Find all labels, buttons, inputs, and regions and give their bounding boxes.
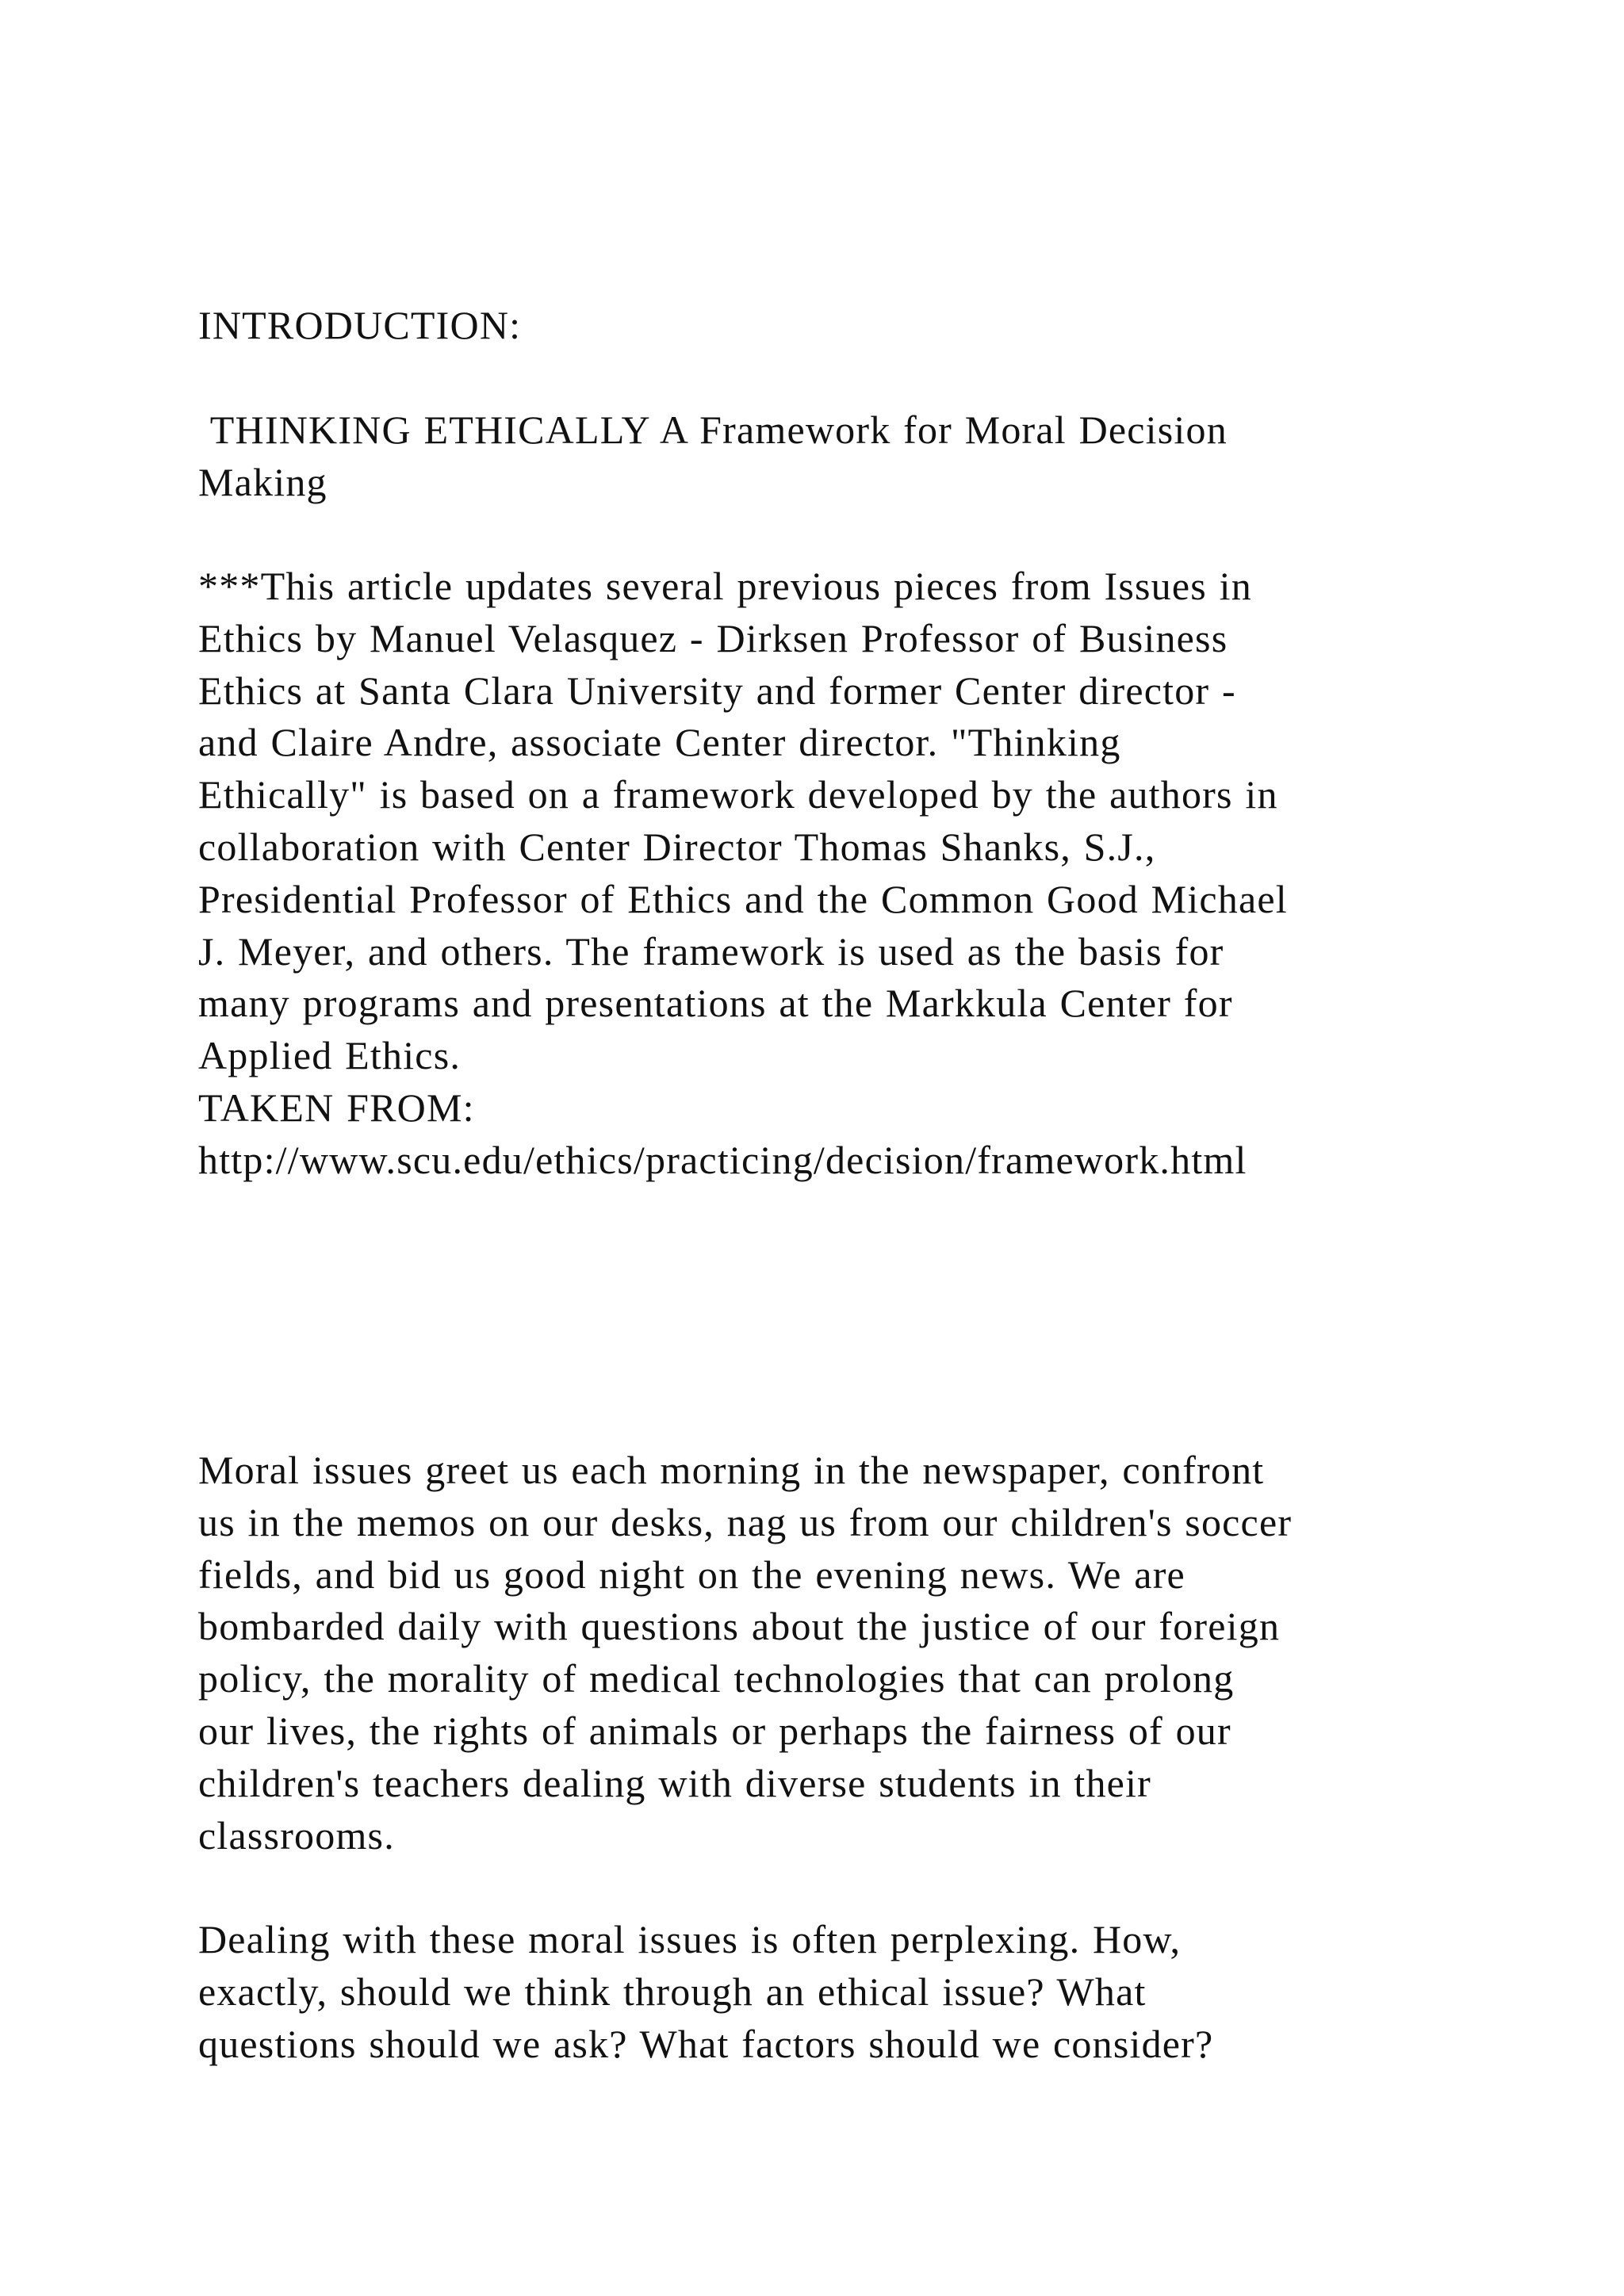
note-line: many programs and presentations at the Markkula Center for (198, 981, 1233, 1026)
note-line: Presidential Professor of Ethics and the Common Good Michael (198, 876, 1288, 921)
note-line: Ethics by Manuel Velasquez - Dirksen Professor of Business (198, 615, 1228, 660)
source-url: http://www.scu.edu/ethics/practicing/decision/framework.html (198, 1137, 1247, 1182)
body-paragraph-1 (198, 1445, 1499, 1862)
paragraph-line: children's teachers dealing with diverse students in their (198, 1760, 1152, 1805)
title-line: THINKING ETHICALLY A Framework for Moral Decision (198, 408, 1228, 452)
paragraph-line: Moral issues greet us each morning in the newspaper, confront (198, 1448, 1265, 1492)
note-line: and Claire Andre, associate Center director. "Thinking (198, 720, 1121, 765)
paragraph-line: fields, and bid us good night on the evening news. We are (198, 1552, 1185, 1597)
title-line: Making (198, 459, 327, 504)
paragraph-line: bombarded daily with questions about the justice of our foreign (198, 1604, 1281, 1649)
paragraph-line: us in the memos on our desks, nag us from our children's soccer (198, 1499, 1293, 1544)
paragraph-line: classrooms. (198, 1812, 395, 1858)
body-paragraph-2 (198, 1914, 1499, 2070)
section-heading (198, 300, 1499, 352)
article-note (198, 561, 1499, 1187)
note-line: Ethically" is based on a framework developed by the authors in (198, 772, 1278, 817)
note-line: ***This article updates several previous pieces from Issues in (198, 564, 1252, 608)
article-title (198, 404, 1499, 509)
note-line: collaboration with Center Director Thomas Shanks, S.J., (198, 824, 1156, 869)
paragraph-line: exactly, should we think through an ethical issue? What (198, 1969, 1147, 2014)
paragraph-line: policy, the morality of medical technologies that can prolong (198, 1656, 1235, 1701)
note-line: J. Meyer, and others. The framework is used as the basis for (198, 928, 1224, 974)
note-line: Ethics at Santa Clara University and former Center director - (198, 668, 1236, 713)
source-label: TAKEN FROM: (198, 1085, 475, 1130)
heading-line: INTRODUCTION: (198, 303, 522, 347)
paragraph-line: questions should we ask? What factors should we consider? (198, 2021, 1214, 2066)
note-line: Applied Ethics. (198, 1033, 462, 1078)
paragraph-line: Dealing with these moral issues is often perplexing. How, (198, 1917, 1182, 1961)
paragraph-line: our lives, the rights of animals or perhaps the fairness of our (198, 1708, 1231, 1753)
